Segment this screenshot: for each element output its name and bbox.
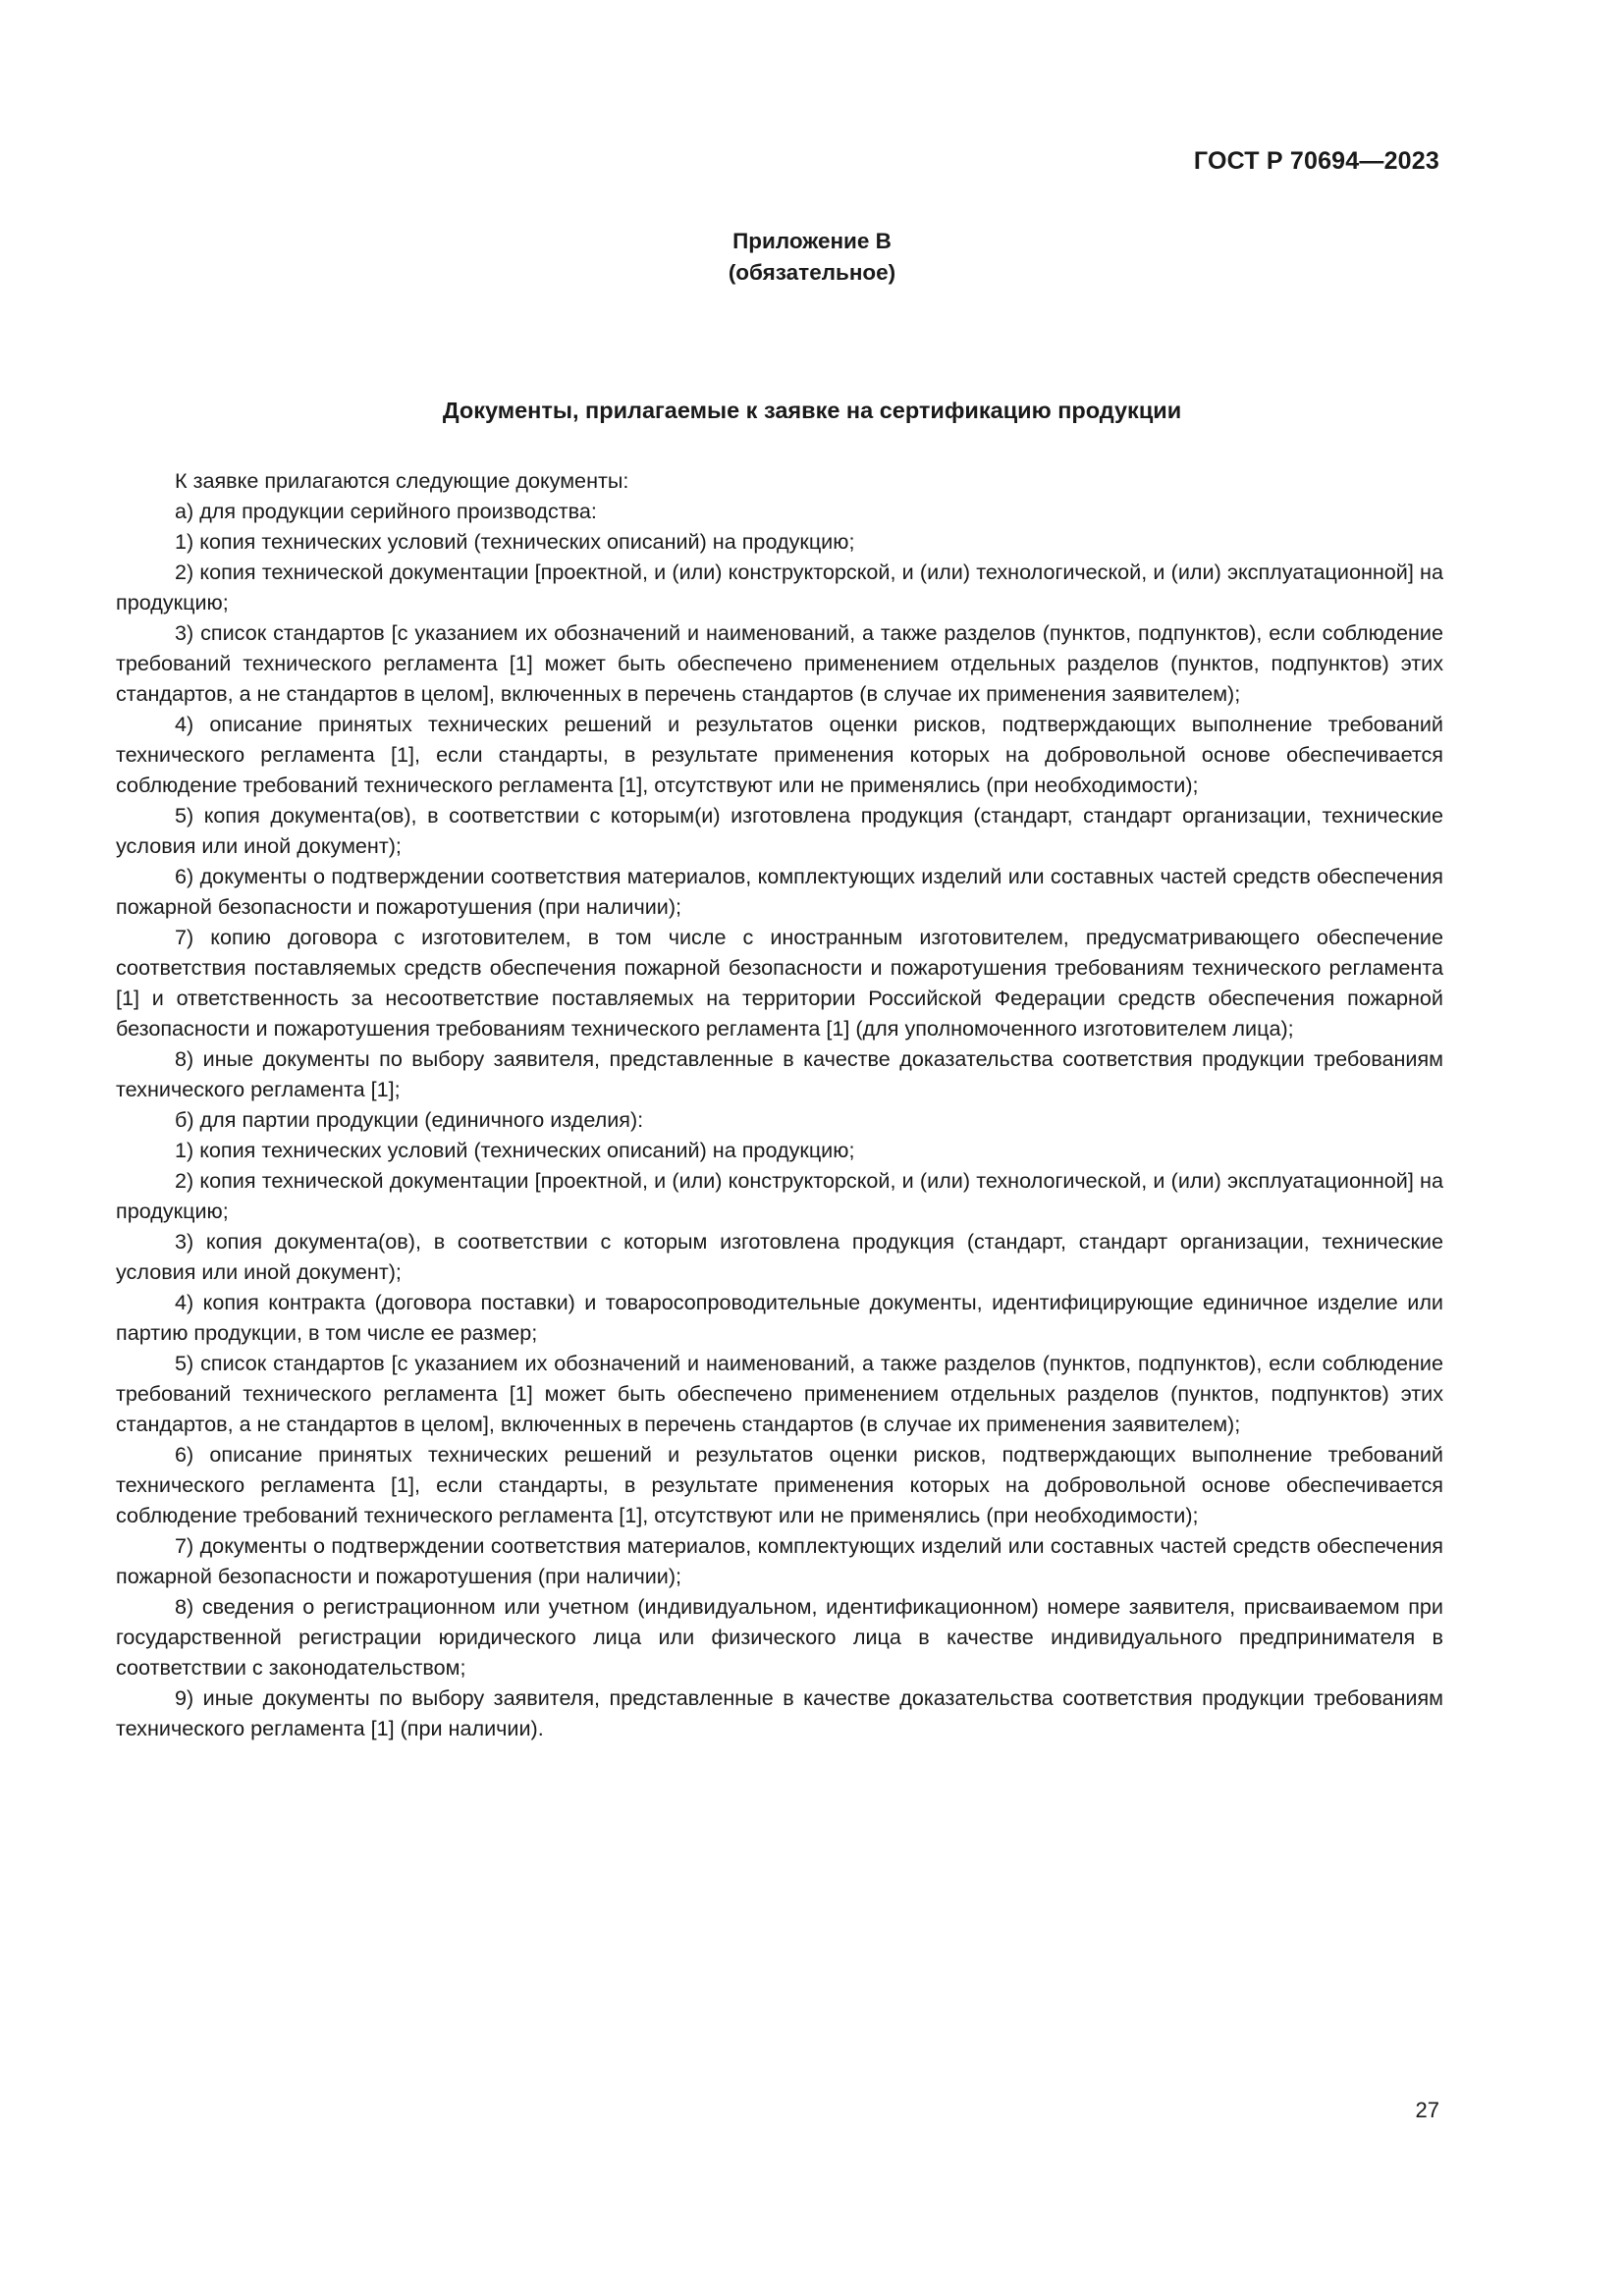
annex-title: Приложение В — [732, 229, 892, 253]
list-item-b6: 6) описание принятых технических решений и результатов оценки рисков, подтверждающих выполнение требований технического регламента [1], если стандарты, в результате применения которых на добровольной основе обеспечивается соблюдение требований технического регламента [1], отсутствуют или не применялись (при необходимости); — [116, 1442, 1443, 1527]
intro-paragraph: К заявке прилагаются следующие документы: — [175, 468, 629, 493]
annex-heading — [0, 226, 1624, 289]
list-item-a2: 2) копия технической документации [проектной, и (или) конструкторской, и (или) технологической, и (или) эксплуатационной] на продукцию; — [116, 560, 1443, 614]
list-section-b: б) для партии продукции (единичного изделия): — [175, 1107, 644, 1132]
annex-status: (обязательное) — [728, 260, 896, 285]
list-item-b5: 5) список стандартов [с указанием их обозначений и наименований, а также разделов (пунктов, подпунктов), если соблюдение требований технического регламента [1] может быть обеспечено применением отдельных разделов (пунктов, подпунктов) этих стандартов, а не стандартов в целом], включенных в перечень стандартов (в случае их применения заявителем); — [116, 1351, 1443, 1436]
list-section-a: а) для продукции серийного производства: — [175, 499, 597, 523]
page-number: 27 — [1415, 2098, 1439, 2122]
list-item-a3: 3) список стандартов [с указанием их обозначений и наименований, а также разделов (пунктов, подпунктов), если соблюдение требований технического регламента [1] может быть обеспечено применением отдельных разделов (пунктов, подпунктов) этих стандартов, а не стандартов в целом], включенных в перечень стандартов (в случае их применения заявителем); — [116, 620, 1443, 706]
list-item-b7: 7) документы о подтверждении соответствия материалов, комплектующих изделий или составных частей средств обеспечения пожарной безопасности и пожаротушения (при наличии); — [116, 1533, 1443, 1588]
list-item-b3: 3) копия документа(ов), в соответствии с которым изготовлена продукция (стандарт, стандарт организации, технические условия или иной документ); — [116, 1229, 1443, 1284]
list-item-b8: 8) сведения о регистрационном или учетном (индивидуальном, идентификационном) номере заявителя, присваиваемом при государственной регистрации юридического лица или физического лица в качестве индивидуального предпринимателя в соответствии с законодательством; — [116, 1594, 1443, 1680]
list-item-a8: 8) иные документы по выбору заявителя, представленные в качестве доказательства соответствия продукции требованиям технического регламента [1]; — [116, 1046, 1443, 1101]
list-item-b2: 2) копия технической документации [проектной, и (или) конструкторской, и (или) технологической, и (или) эксплуатационной] на продукцию; — [116, 1168, 1443, 1223]
standard-designation: ГОСТ Р 70694—2023 — [1193, 147, 1439, 175]
list-item-a4: 4) описание принятых технических решений и результатов оценки рисков, подтверждающих выполнение требований технического регламента [1], если стандарты, в результате применения которых на добровольной основе обеспечивается соблюдение требований технического регламента [1], отсутствуют или не применялись (при необходимости); — [116, 712, 1443, 797]
list-item-b4: 4) копия контракта (договора поставки) и товаросопроводительные документы, идентифицирующие единичное изделие или партию продукции, в том числе ее размер; — [116, 1290, 1443, 1345]
document-title: Документы, прилагаемые к заявке на сертификацию продукции — [442, 398, 1182, 423]
list-item-b9: 9) иные документы по выбору заявителя, представленные в качестве доказательства соответствия продукции требованиям технического регламента [1] (при наличии). — [116, 1685, 1443, 1740]
list-item-b1: 1) копия технических условий (технических описаний) на продукцию; — [175, 1138, 855, 1162]
list-item-a6: 6) документы о подтверждении соответствия материалов, комплектующих изделий или составных частей средств обеспечения пожарной безопасности и пожаротушения (при наличии); — [116, 864, 1443, 919]
document-body — [116, 465, 1443, 1743]
list-item-a1: 1) копия технических условий (технических описаний) на продукцию; — [175, 529, 855, 554]
list-item-a7: 7) копию договора с изготовителем, в том числе с иностранным изготовителем, предусматривающего обеспечение соответствия поставляемых средств обеспечения пожарной безопасности и пожаротушения требованиям технического регламента [1] и ответственность за несоответствие поставляемых на территории Российской Федерации средств обеспечения пожарной безопасности и пожаротушения требованиям технического регламента [1] (для уполномоченного изготовителем лица); — [116, 925, 1443, 1041]
list-item-a5: 5) копия документа(ов), в соответствии с которым(и) изготовлена продукция (стандарт, стандарт организации, технические условия или иной документ); — [116, 803, 1443, 858]
